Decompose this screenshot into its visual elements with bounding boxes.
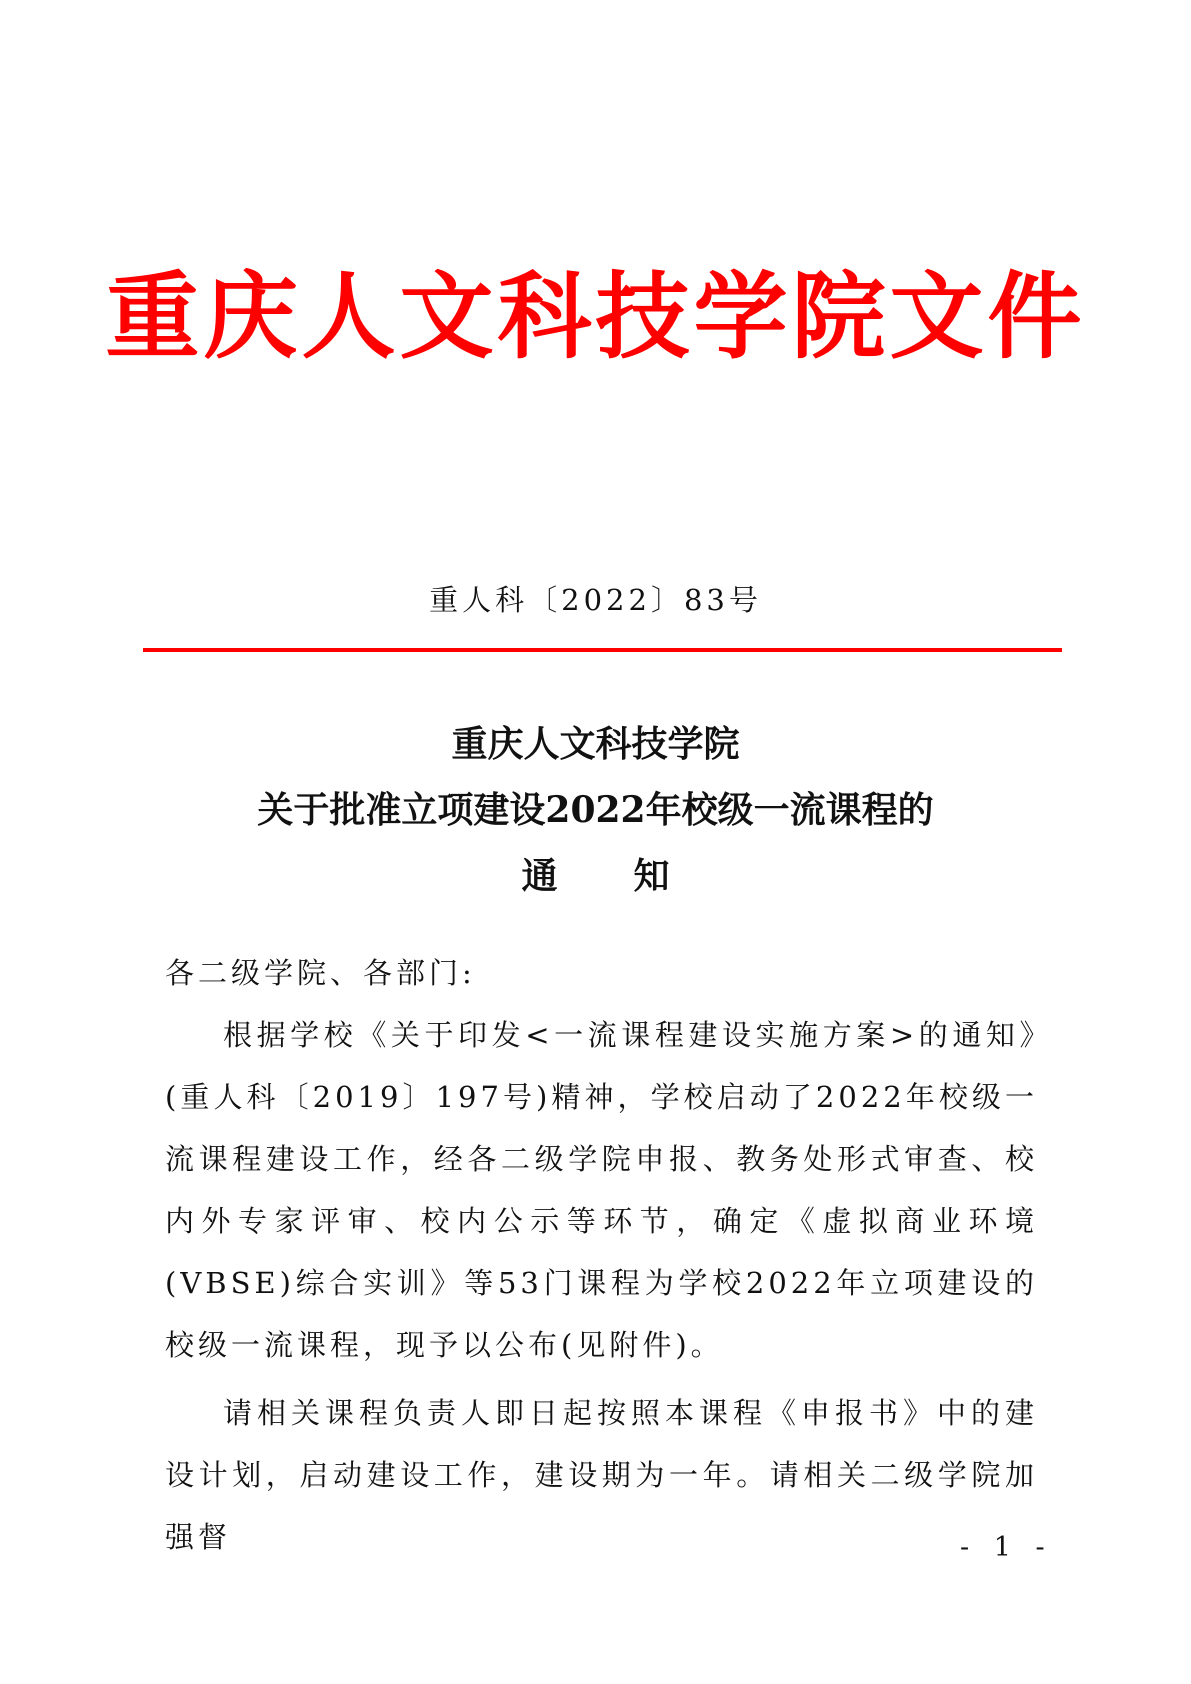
salutation: 各二级学院、各部门: xyxy=(165,956,476,990)
title-line-1: 重庆人文科技学院 xyxy=(451,723,740,765)
document-body xyxy=(165,942,1038,1568)
body-paragraph-1: 根据学校《关于印发<一流课程建设实施方案>的通知》(重人科〔2019〕197号)精神，学校启动了2022年校级一流课程建设工作，经各二级学院申报、教务处形式审查、校内外专家评审、校内公示等环节，确定《虚拟商业环境(VBSE)综合实训》等53门课程为学校2022年立项建设的校级一流课程，现予以公布(见附件)。 xyxy=(165,1018,1038,1362)
document-title xyxy=(0,711,1191,909)
red-divider-line xyxy=(143,648,1062,652)
notice-char-1: 通 xyxy=(521,855,558,897)
notice-char-2: 知 xyxy=(633,855,670,897)
document-masthead: 重庆人文科技学院文件 xyxy=(105,262,1086,372)
document-number: 重人科〔2022〕83号 xyxy=(429,583,762,617)
title-line-2: 关于批准立项建设2022年校级一流课程的 xyxy=(257,789,934,831)
body-paragraph-2: 请相关课程负责人即日起按照本课程《申报书》中的建设计划，启动建设工作，建设期为一年。请相关二级学院加强督 xyxy=(165,1396,1038,1554)
title-line-notice xyxy=(0,843,1191,909)
page-number: - 1 - xyxy=(960,1532,1053,1563)
